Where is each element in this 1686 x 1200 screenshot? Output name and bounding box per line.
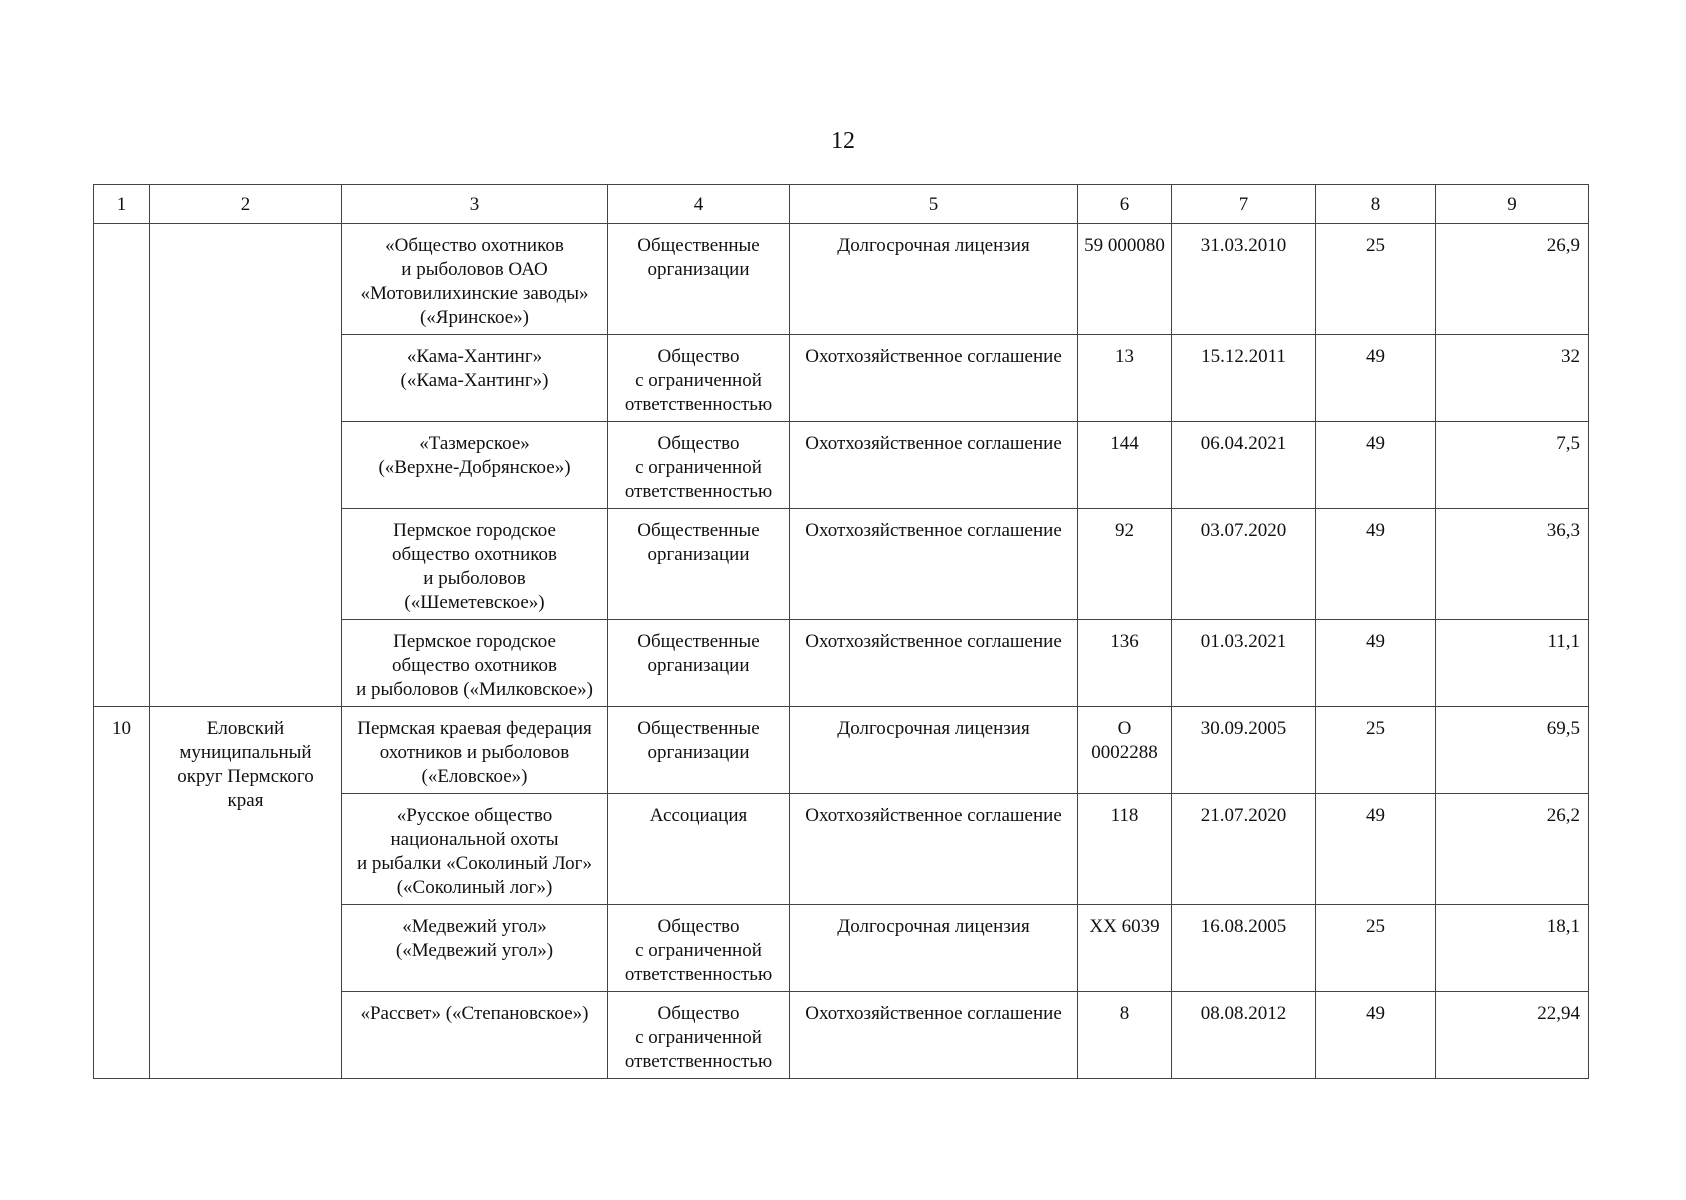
organization-type: Общество с ограниченной ответственностью	[608, 905, 790, 992]
document-type: Охотхозяйственное соглашение	[790, 335, 1078, 422]
column-number: 9	[1436, 185, 1589, 224]
document-number: 144	[1078, 422, 1172, 509]
document-number: ХХ 6039	[1078, 905, 1172, 992]
term-years: 49	[1316, 794, 1436, 905]
hunting-ground-name: Пермское городское общество охотников и рыболовов («Шеметевское»)	[342, 509, 608, 620]
organization-type: Общественные организации	[608, 224, 790, 335]
area-value: 26,9	[1436, 224, 1589, 335]
column-number: 6	[1078, 185, 1172, 224]
document-type: Охотхозяйственное соглашение	[790, 992, 1078, 1079]
document-number: 13	[1078, 335, 1172, 422]
group-index-cell	[94, 224, 150, 707]
term-years: 49	[1316, 422, 1436, 509]
organization-type: Общество с ограниченной ответственностью	[608, 335, 790, 422]
table-row	[94, 224, 1589, 335]
hunting-ground-name: «Кама-Хантинг» («Кама-Хантинг»)	[342, 335, 608, 422]
area-value: 26,2	[1436, 794, 1589, 905]
term-years: 25	[1316, 224, 1436, 335]
document-date: 30.09.2005	[1172, 707, 1316, 794]
document-type: Охотхозяйственное соглашение	[790, 794, 1078, 905]
organization-type: Общество с ограниченной ответственностью	[608, 992, 790, 1079]
group-index-cell: 10	[94, 707, 150, 1079]
document-type: Охотхозяйственное соглашение	[790, 422, 1078, 509]
area-value: 7,5	[1436, 422, 1589, 509]
area-value: 11,1	[1436, 620, 1589, 707]
term-years: 25	[1316, 707, 1436, 794]
column-number: 7	[1172, 185, 1316, 224]
hunting-ground-name: «Рассвет» («Степановское»)	[342, 992, 608, 1079]
table-row	[94, 707, 1589, 794]
area-value: 22,94	[1436, 992, 1589, 1079]
document-number: 8	[1078, 992, 1172, 1079]
column-number: 5	[790, 185, 1078, 224]
column-number: 4	[608, 185, 790, 224]
document-date: 31.03.2010	[1172, 224, 1316, 335]
hunting-grounds-table	[93, 184, 1589, 1079]
document-date: 03.07.2020	[1172, 509, 1316, 620]
document-type: Долгосрочная лицензия	[790, 905, 1078, 992]
hunting-ground-name: «Медвежий угол» («Медвежий угол»)	[342, 905, 608, 992]
document-number: 136	[1078, 620, 1172, 707]
organization-type: Общество с ограниченной ответственностью	[608, 422, 790, 509]
column-number: 3	[342, 185, 608, 224]
area-value: 69,5	[1436, 707, 1589, 794]
district-cell	[150, 224, 342, 707]
hunting-ground-name: «Общество охотников и рыболовов ОАО «Мотовилихинские заводы» («Яринское»)	[342, 224, 608, 335]
term-years: 49	[1316, 992, 1436, 1079]
page-number: 12	[831, 128, 855, 154]
column-number: 8	[1316, 185, 1436, 224]
term-years: 49	[1316, 509, 1436, 620]
organization-type: Общественные организации	[608, 707, 790, 794]
document-number: 118	[1078, 794, 1172, 905]
organization-type: Общественные организации	[608, 509, 790, 620]
column-number: 2	[150, 185, 342, 224]
area-value: 32	[1436, 335, 1589, 422]
hunting-ground-name: «Русское общество национальной охоты и рыбалки «Соколиный Лог» («Соколиный лог»)	[342, 794, 608, 905]
document-type: Долгосрочная лицензия	[790, 707, 1078, 794]
area-value: 36,3	[1436, 509, 1589, 620]
area-value: 18,1	[1436, 905, 1589, 992]
hunting-ground-name: Пермское городское общество охотников и рыболовов («Милковское»)	[342, 620, 608, 707]
hunting-ground-name: Пермская краевая федерация охотников и рыболовов («Еловское»)	[342, 707, 608, 794]
document-date: 01.03.2021	[1172, 620, 1316, 707]
document-date: 08.08.2012	[1172, 992, 1316, 1079]
term-years: 49	[1316, 620, 1436, 707]
hunting-ground-name: «Тазмерское» («Верхне-Добрянское»)	[342, 422, 608, 509]
document-type: Долгосрочная лицензия	[790, 224, 1078, 335]
column-number-row	[94, 185, 1589, 224]
document-number: 59 000080	[1078, 224, 1172, 335]
document-number: О 0002288	[1078, 707, 1172, 794]
term-years: 25	[1316, 905, 1436, 992]
term-years: 49	[1316, 335, 1436, 422]
document-date: 06.04.2021	[1172, 422, 1316, 509]
document-type: Охотхозяйственное соглашение	[790, 509, 1078, 620]
column-number: 1	[94, 185, 150, 224]
document-date: 16.08.2005	[1172, 905, 1316, 992]
document-date: 21.07.2020	[1172, 794, 1316, 905]
document-type: Охотхозяйственное соглашение	[790, 620, 1078, 707]
organization-type: Ассоциация	[608, 794, 790, 905]
organization-type: Общественные организации	[608, 620, 790, 707]
district-cell: Еловский муниципальный округ Пермского края	[150, 707, 342, 1079]
document-number: 92	[1078, 509, 1172, 620]
document-date: 15.12.2011	[1172, 335, 1316, 422]
